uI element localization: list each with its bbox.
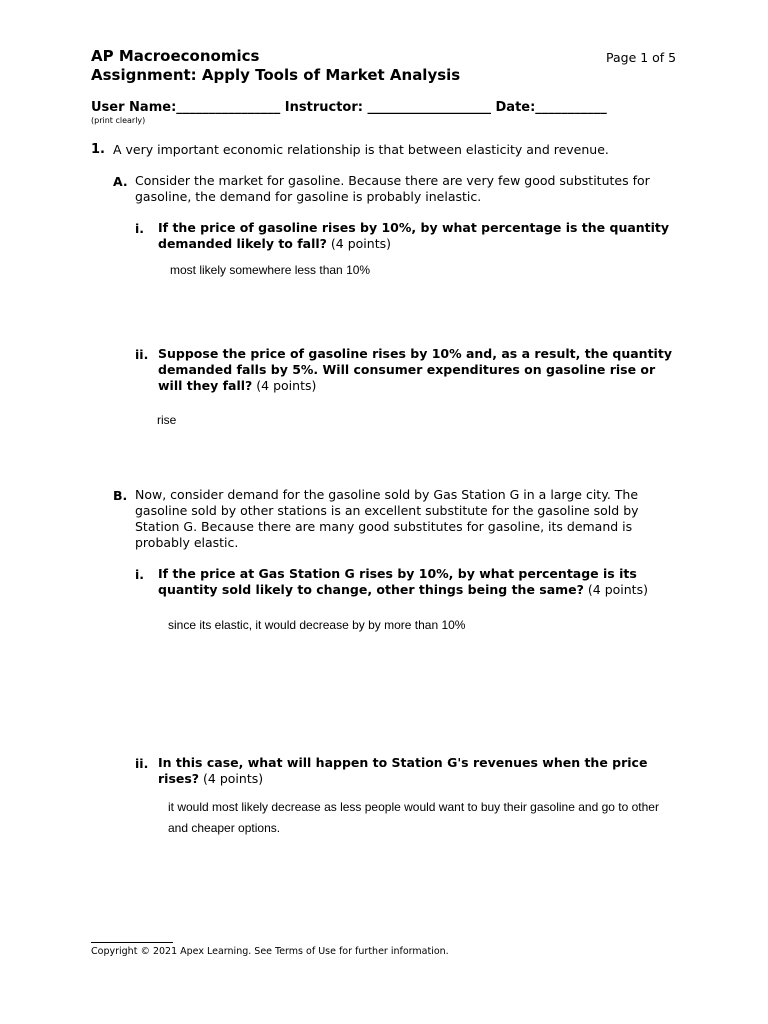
part-b-i-points: (4 points) xyxy=(587,582,648,597)
user-info-line: User Name:________________ Instructor: ___________________ Date:___________ xyxy=(91,100,607,115)
part-b-ii-points: (4 points) xyxy=(203,771,264,786)
part-b-text: Now, consider demand for the gasoline sold by Gas Station G in a large city. The gasoline sold by other stations is an excellent substitute for the gasoline sold by Station G. Because there are many good substitutes for gasoline, its demand is probably elastic. xyxy=(135,487,639,550)
part-b-i-question-block xyxy=(158,566,678,598)
part-a-ii-points: (4 points) xyxy=(256,378,317,393)
part-a-i-question: If the price of gasoline rises by 10%, by what percentage is the quantity demanded likely to fall? xyxy=(158,220,670,251)
question-1-number: 1. xyxy=(91,142,105,157)
part-a-i-label: i. xyxy=(135,221,145,236)
part-a-label: A. xyxy=(113,174,128,189)
part-b-i-answer: since its elastic, it would decrease by by more than 10% xyxy=(168,618,466,632)
part-a-i-question-block xyxy=(158,220,678,252)
assignment-title: Assignment: Apply Tools of Market Analysis xyxy=(91,66,461,84)
part-a-ii-answer: rise xyxy=(157,413,177,427)
part-a-ii-question: Suppose the price of gasoline rises by 10% and, as a result, the quantity demanded falls by 5%. Will consumer expenditures on gasoline rise or will they fall? xyxy=(158,346,672,393)
question-1-text: A very important economic relationship is that between elasticity and revenue. xyxy=(113,142,609,157)
part-b-ii-label: ii. xyxy=(135,756,149,771)
part-a-ii-question-block xyxy=(158,346,678,394)
part-b-i-question: If the price at Gas Station G rises by 10%, by what percentage is its quantity sold likely to change, other things being the same? xyxy=(158,566,637,597)
part-a-ii-label: ii. xyxy=(135,347,149,362)
footer-rule xyxy=(91,942,173,943)
part-a-i-points: (4 points) xyxy=(330,236,391,251)
course-title: AP Macroeconomics xyxy=(91,47,260,65)
part-b-i-label: i. xyxy=(135,567,145,582)
part-a-text: Consider the market for gasoline. Because there are very few good substitutes for gasoline, the demand for gasoline is probably inelastic. xyxy=(135,173,650,204)
part-b-label: B. xyxy=(113,488,128,503)
part-b-ii-answer: it would most likely decrease as less people would want to buy their gasoline and go to other and cheaper options. xyxy=(168,800,659,835)
print-clearly-note: (print clearly) xyxy=(91,116,146,125)
part-b-ii-question-block xyxy=(158,755,678,787)
part-b-ii-question: In this case, what will happen to Station G's revenues when the price rises? xyxy=(158,755,648,786)
page-number: Page 1 of 5 xyxy=(606,50,677,65)
copyright-notice: Copyright © 2021 Apex Learning. See Terms of Use for further information. xyxy=(91,946,449,957)
part-a-i-answer: most likely somewhere less than 10% xyxy=(170,263,371,277)
